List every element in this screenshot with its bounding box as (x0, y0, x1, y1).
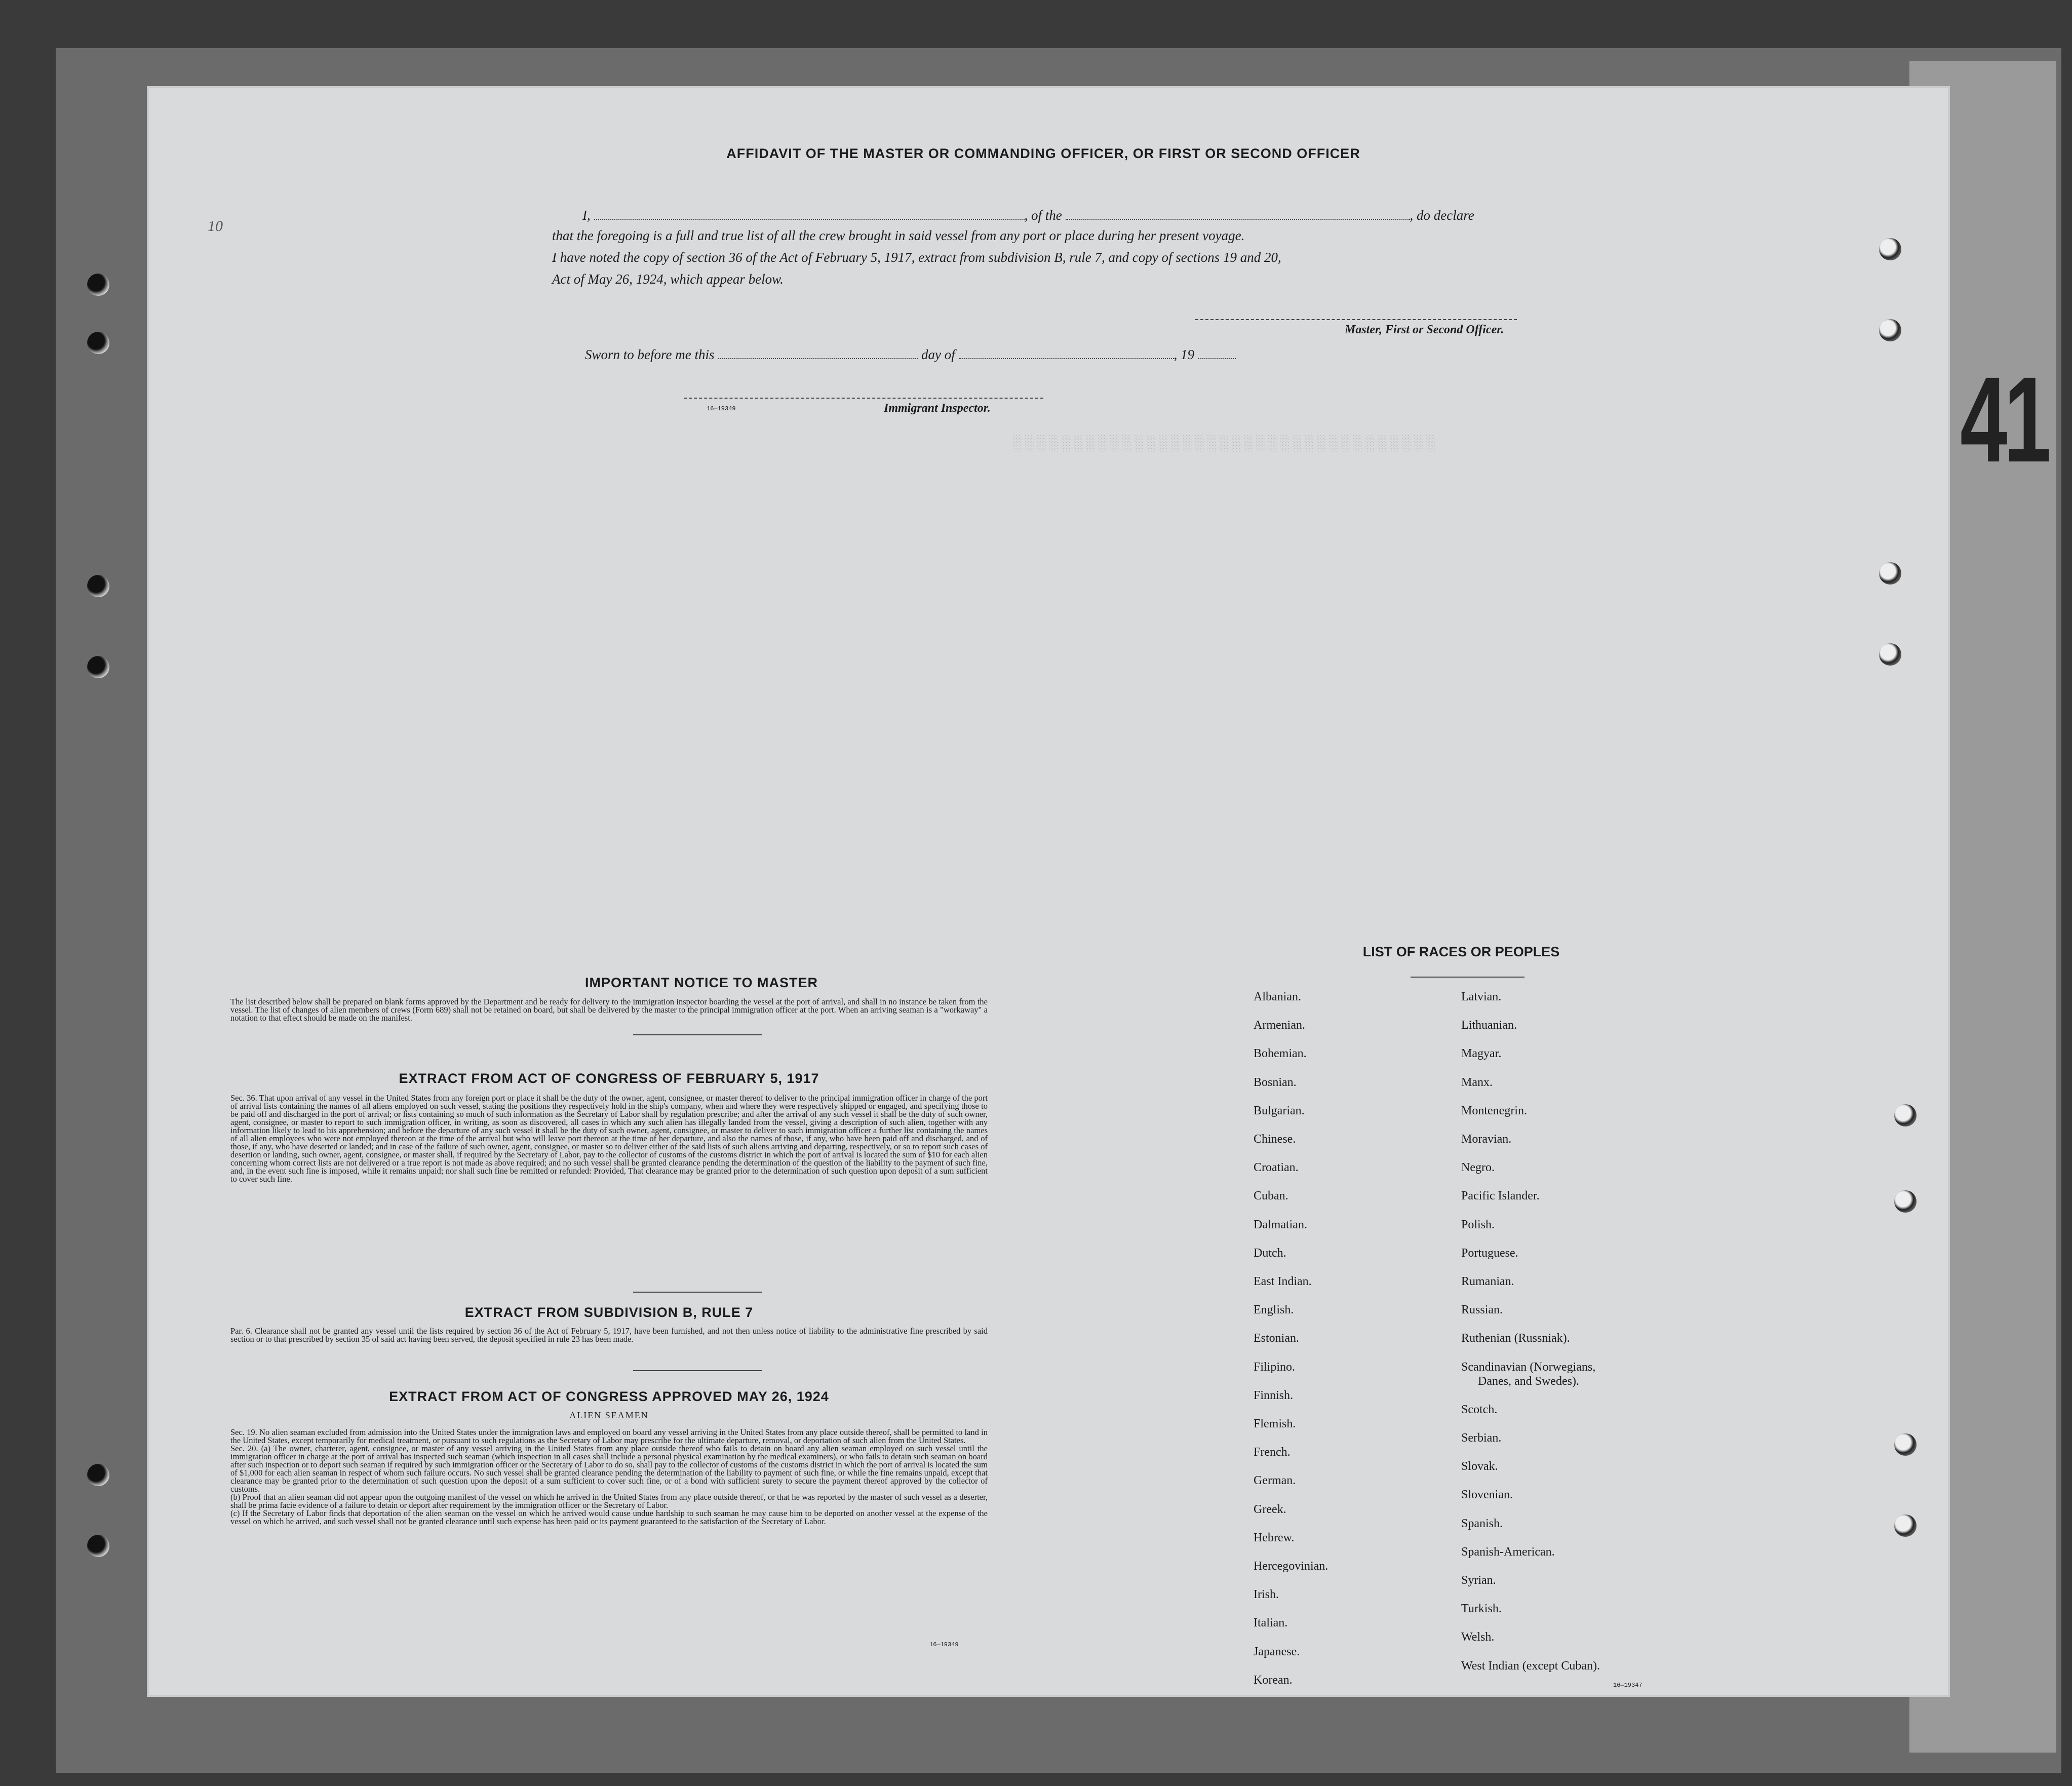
race-entry: Welsh. (1461, 1630, 1495, 1644)
race-entry: Hercegovinian. (1254, 1560, 1328, 1573)
race-entry: Croatian. (1254, 1161, 1299, 1174)
sworn-month-blank[interactable] (959, 348, 1174, 359)
binder-hole-icon (1879, 643, 1901, 666)
master-signature-line[interactable] (1195, 319, 1517, 320)
affidavit-i: I, (582, 208, 591, 223)
race-entry: Korean. (1254, 1674, 1293, 1687)
race-entry: Serbian. (1461, 1431, 1502, 1445)
handwritten-page-number: 41 (1960, 352, 2048, 487)
section-20a-text: Sec. 20. (a) The owner, charterer, agent, consignee, or master of any vessel arriving in the United States from any place outside thereof who fails to detain on board any alien seaman employed on such vessel until the immigration officer in charge at the port of arrival has inspected such seaman (which inspection in all cases shall include a personal physical examination by the medical examiners), or who fails to detain such seaman on board after such inspection or to deport such seaman if required by such immigration officer or the Secretary of Labor to do so, shall pay to the collector of customs of the customs district in which the port of arrival is located the sum of $1,000 for each alien seaman in respect of whom such failure occurs. No such vessel shall be granted clearance pending the determination of the liability to payment of such fine, or while the fine remains unpaid, except that clearance may be granted prior to the determination of such question upon the deposit of a sum sufficient to cover such fine, or of a bond with sufficient surety to secure the payment thereof approved by the collector of customs. (230, 1444, 988, 1494)
binder-hole-icon (87, 274, 109, 296)
affidavit-form-number: 16—19349 (707, 405, 736, 412)
affidavit-declaration-line (582, 208, 1474, 223)
race-entry: Irish. (1254, 1588, 1279, 1601)
race-entry: Montenegrin. (1461, 1104, 1527, 1117)
race-entry: Pacific Islander. (1461, 1189, 1540, 1202)
extract-1924-title: EXTRACT FROM ACT OF CONGRESS APPROVED MAY 26, 1924 (389, 1389, 829, 1404)
race-entry: Moravian. (1461, 1133, 1512, 1146)
race-entry: French. (1254, 1446, 1291, 1459)
race-entry: Russian. (1461, 1303, 1503, 1316)
race-entry: Albanian. (1254, 990, 1301, 1003)
race-entry: Manx. (1461, 1076, 1493, 1089)
race-entry: Flemish. (1254, 1417, 1296, 1430)
race-entry: Italian. (1254, 1616, 1288, 1629)
sworn-line (585, 347, 1236, 363)
race-entry: Latvian. (1461, 990, 1502, 1003)
binder-hole-icon (1894, 1190, 1917, 1213)
binder-hole-icon (87, 332, 109, 354)
races-form-number: 16—19347 (1613, 1682, 1643, 1689)
race-entry: Negro. (1461, 1161, 1495, 1174)
margin-pen-note: 10 (208, 218, 223, 235)
race-entry: Dalmatian. (1254, 1218, 1307, 1231)
race-entry: Bosnian. (1254, 1076, 1297, 1089)
race-entry: English. (1254, 1303, 1294, 1316)
binder-hole-icon (1879, 238, 1901, 260)
race-entry: Chinese. (1254, 1133, 1296, 1146)
race-entry: Polish. (1461, 1218, 1495, 1231)
extract-1917-text: Sec. 36. That upon arrival of any vessel in the United States from any foreign port or place it shall be the duty of the owner, agent, consignee, or master thereof to deliver to the principal immigration officer in charge of the port of arrival lists containing the names of all aliens employed on such vessel, stating the positions they respectively hold in the ship's company, when and where they were respectively shipped or engaged, and specifying those to be paid off and discharged in the port of arrival; or lists containing so much of such information as the Secretary of Labor shall by regulation prescribe; and after the arrival of any such vessel it shall be the duty of such owner, agent, consignee, or master to report to such immigration officer, in writing, as soon as discovered, all cases in which any such alien has illegally landed from the vessel, giving a description of such alien, together with any information likely to lead to his apprehension; and before the departure of any such vessel it shall be the duty of such owner, agent, consignee, or master to deliver to such immigration officer a further list containing the names of all alien employees who were not employed thereon at the time of the arrival but who will leave port thereon at the time of her departure, and also the names of those, if any, who have been paid off and discharged, and of those, if any, who have deserted or landed; and in case of the failure of such owner, agent, consignee, or master so to deliver either of the said lists of such aliens arriving and departing, respectively, or so to report such cases of desertion or landing, such owner, agent, consignee, or master shall, if required by the Secretary of Labor, pay to the collector of customs of the customs district in which the port of arrival is located the sum of $10 for each alien concerning whom correct lists are not delivered or a true report is not made as above required; and no such vessel shall be granted clearance pending the determination of the question of the liability to the payment of such fine, and, in the event such fine is imposed, while it remains unpaid; nor shall such fine be remitted or refunded: Provided, That clearance may be granted prior to the determination of such question upon deposit of a sum sufficient to cover such fine. (230, 1093, 988, 1184)
binder-hole-icon (1894, 1515, 1917, 1537)
binder-hole-icon (87, 575, 109, 597)
race-entry: German. (1254, 1474, 1296, 1487)
binder-hole-icon (1879, 319, 1901, 341)
race-entry: Finnish. (1254, 1389, 1294, 1402)
subdivision-b-text: Par. 6. Clearance shall not be granted any vessel until the lists required by section 36 of the Act of February 5, 1917, have been furnished, and not then unless notice of liability to the administrative fine prescribed by said section or to that prescribed by section 35 of said act having been served, the deposit specified in rule 23 has been made. (230, 1326, 988, 1344)
section-divider (633, 1034, 762, 1035)
race-entry: Hebrew. (1254, 1531, 1295, 1544)
race-entry: Bulgarian. (1254, 1104, 1305, 1117)
sworn-day-of: day of (921, 347, 955, 362)
races-title-underline (1411, 977, 1524, 978)
master-signature-caption: Master, First or Second Officer. (1345, 323, 1504, 336)
extract-1917-title: EXTRACT FROM ACT OF CONGRESS OF FEBRUARY 5, 1917 (399, 1071, 819, 1086)
race-entry: Filipino. (1254, 1361, 1296, 1374)
race-entry: Turkish. (1461, 1602, 1502, 1615)
race-entry: East Indian. (1254, 1275, 1312, 1288)
race-entry: Portuguese. (1461, 1247, 1518, 1260)
race-entry: Spanish. (1461, 1517, 1503, 1530)
race-entry: Ruthenian (Russniak). (1461, 1332, 1570, 1345)
name-blank[interactable] (594, 209, 1025, 220)
sworn-text: Sworn to before me this (585, 347, 715, 362)
inspector-caption: Immigrant Inspector. (884, 402, 991, 415)
race-entry: Spanish-American. (1461, 1545, 1555, 1559)
race-entry: Magyar. (1461, 1047, 1502, 1060)
race-entry: Armenian. (1254, 1019, 1305, 1032)
race-entry: Greek. (1254, 1503, 1286, 1516)
affidavit-do-declare: , do declare (1410, 208, 1474, 223)
section-20c-text: (c) If the Secretary of Labor finds that deportation of the alien seaman on the vessel on which he arrived would cause undue hardship to such seaman he may cause him to be deported on another vessel at the expense of the vessel on which he arrived, and such vessel shall not be granted clearance until such expense has been paid or its payment guaranteed to the satisfaction of the Secretary of Labor. (230, 1508, 988, 1526)
race-entry: Slovak. (1461, 1460, 1498, 1473)
notice-title: IMPORTANT NOTICE TO MASTER (585, 975, 818, 990)
race-entry: Slovenian. (1461, 1488, 1513, 1501)
section-divider (633, 1370, 762, 1371)
sworn-day-blank[interactable] (718, 348, 918, 359)
section-20b-text: (b) Proof that an alien seaman did not appear upon the outgoing manifest of the vessel on which he arrived in the United States from any place outside thereof, or that he was reported by the master of such vessel as a deserter, shall be prima facie evidence of a failure to detain or deport after requirement by the immigration officer or the Secretary of Labor. (230, 1492, 988, 1510)
sworn-year-prefix: , 19 (1174, 347, 1194, 362)
binder-hole-icon (87, 1535, 109, 1557)
race-entry: Bohemian. (1254, 1047, 1307, 1060)
notice-text: The list described below shall be prepared on blank forms approved by the Department and be ready for delivery to the immigration inspector boarding the vessel at the port of arrival, and shall in no instance be taken from the vessel. The list of changes of alien members of crews (Form 689) shall not be retained on board, but shall be delivered by the master to the principal immigration officer at the port. When an arriving seaman is a "workaway" a notation to that effect should be made on the manifest. (230, 997, 988, 1023)
race-entry: Syrian. (1461, 1574, 1496, 1587)
section-divider (633, 1292, 762, 1293)
extract-1924-body (230, 1428, 988, 1526)
race-entry: West Indian (except Cuban). (1461, 1659, 1600, 1673)
alien-seamen-subtitle: ALIEN SEAMEN (569, 1410, 649, 1420)
binder-hole-icon (1894, 1104, 1917, 1127)
section-19-text: Sec. 19. No alien seaman excluded from admission into the United States under the immigration laws and employed on board any vessel arriving in the United States from any place outside thereof, shall be permitted to land in the United States, except temporarily for medical treatment, or pursuant to such regulations as the Secretary of Labor may prescribe for the ultimate departure, removal, or deportation of such alien from the United States. (230, 1427, 988, 1445)
race-entry: Scotch. (1461, 1403, 1498, 1416)
races-list-title: LIST OF RACES OR PEOPLES (1362, 944, 1560, 959)
race-entry: Japanese. (1254, 1645, 1300, 1658)
extract-form-number: 16—19349 (929, 1641, 959, 1648)
race-entry: Danes, and Swedes). (1478, 1375, 1579, 1388)
affidavit-text-line-2: that the foregoing is a full and true list of all the crew brought in said vessel from any port or place during her present voyage. (552, 228, 1245, 243)
vessel-blank[interactable] (1066, 209, 1410, 220)
affidavit-text-line-3: I have noted the copy of section 36 of the Act of February 5, 1917, extract from subdivision B, rule 7, and copy of sections 19 and 20, (552, 250, 1281, 265)
affidavit-text-line-4: Act of May 26, 1924, which appear below. (552, 271, 784, 287)
affidavit-title: AFFIDAVIT OF THE MASTER OR COMMANDING OFFICER, OR FIRST OR SECOND OFFICER (726, 146, 1360, 161)
binder-hole-icon (87, 656, 109, 678)
binder-hole-icon (1879, 562, 1901, 585)
race-entry: Dutch. (1254, 1247, 1286, 1260)
subdivision-b-title: EXTRACT FROM SUBDIVISION B, RULE 7 (464, 1305, 754, 1320)
inspector-signature-line[interactable] (684, 398, 1043, 399)
race-entry: Estonian. (1254, 1332, 1299, 1345)
race-entry: Scandinavian (Norwegians, (1461, 1361, 1596, 1374)
binder-hole-icon (1894, 1433, 1917, 1456)
affidavit-of-the: , of the (1024, 208, 1062, 223)
sworn-year-blank[interactable] (1198, 348, 1236, 359)
race-entry: Lithuanian. (1461, 1019, 1517, 1032)
race-entry: Rumanian. (1461, 1275, 1514, 1288)
binder-hole-icon (87, 1464, 109, 1486)
race-entry: Cuban. (1254, 1189, 1288, 1202)
